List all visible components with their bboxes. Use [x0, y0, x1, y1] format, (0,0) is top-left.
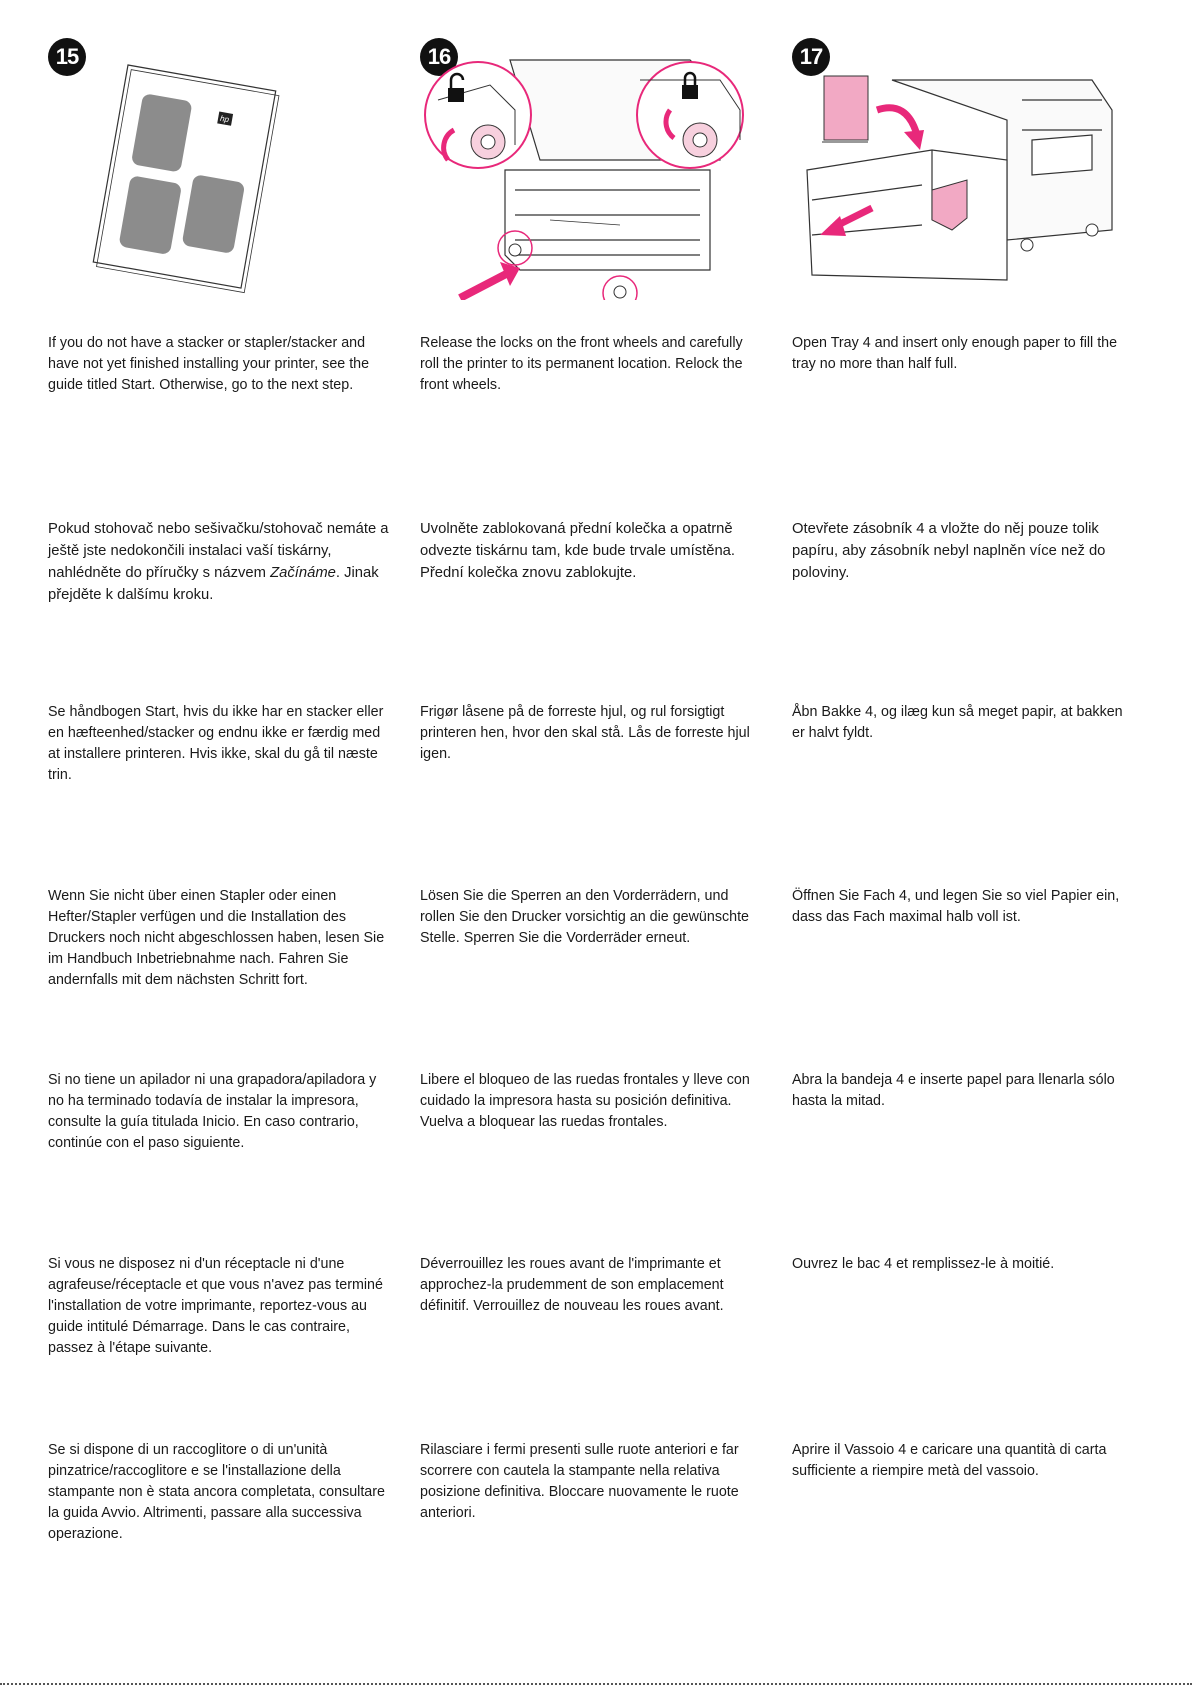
step-number-badge: 16: [420, 38, 458, 76]
step-16-text-en: Release the locks on the front wheels and carefully roll the printer to its permanent location. Relock the front wheels.: [420, 335, 743, 393]
step-15-text-de: Wenn Sie nicht über einen Stapler oder einen Hefter/Stapler verfügen und die Installation des Druckers noch nicht abgeschlossen haben, lesen Sie im Handbuch Inbetriebnahme nach. Fahren Sie andernfalls mit dem nächsten Schritt fort.: [48, 888, 385, 988]
printer-wheels-illustration: [420, 40, 765, 300]
step-15-text-es: Si no tiene un apilador ni una grapadora/apiladora y no ha terminado todavía de instalar la impresora, consulte la guía titulada Inicio. En caso contrario, continúe con el paso siguiente.: [48, 1072, 377, 1151]
start-guide-illustration: [48, 40, 393, 300]
step-number-badge: 15: [48, 38, 86, 76]
step-17-text-fr: Ouvrez le bac 4 et remplissez-le à moitié.: [792, 1256, 1055, 1272]
tray-4-illustration: [792, 40, 1137, 300]
step-16-text-cs: Uvolněte zablokovaná přední kolečka a opatrně odvezte tiskárnu tam, kde bude trvale umístěna. Přední kolečka znovu zablokujte.: [420, 521, 736, 581]
step-16-text-it: Rilasciare i fermi presenti sulle ruote anteriori e far scorrere con cautela la stampante nella relativa posizione definitiva. Bloccare nuovamente le ruote anteriori.: [420, 1442, 739, 1521]
hp-logo-icon: [217, 112, 233, 126]
step-16-text-es: Libere el bloqueo de las ruedas frontales y lleve con cuidado la impresora hasta su posición definitiva. Vuelva a bloquear las ruedas frontales.: [420, 1072, 750, 1130]
step-17-text-it: Aprire il Vassoio 4 e caricare una quantità di carta sufficiente a riempire metà del vassoio.: [792, 1442, 1107, 1479]
step-number-badge: 17: [792, 38, 830, 76]
step-15-text-it: Se si dispone di un raccoglitore o di un'unità pinzatrice/raccoglitore e se l'installazione della stampante non è stata ancora completata, consultare la guida Avvio. Altrimenti, passare alla successiva operazione.: [48, 1442, 385, 1542]
step-15-column: [48, 0, 393, 1685]
step-17-column: [792, 0, 1137, 1685]
svg-text:hp: hp: [219, 113, 230, 125]
guide-title-emphasis: Začínáme: [270, 565, 336, 581]
unlock-icon: [425, 62, 531, 168]
step-16-column: [420, 0, 765, 1685]
step-15-text-cs: Pokud stohovač nebo sešivačku/stohovač nemáte a ještě jste nedokončili instalaci vaší tiskárny, nahlédněte do příručky s názvem Začínáme. Jinak přejděte k dalšímu kroku.: [48, 521, 389, 603]
step-17-text-es: Abra la bandeja 4 e inserte papel para llenarla sólo hasta la mitad.: [792, 1072, 1115, 1109]
step-15-text-fr: Si vous ne disposez ni d'un réceptacle ni d'une agrafeuse/réceptacle et que vous n'avez pas terminé l'installation de votre imprimante, reportez-vous au guide intitulé Démarrage. Dans le cas contraire, passez à l'étape suivante.: [48, 1256, 383, 1356]
step-17-text-en: Open Tray 4 and insert only enough paper to fill the tray no more than half full.: [792, 335, 1118, 372]
lock-icon: [637, 62, 743, 168]
step-15-text-da: Se håndbogen Start, hvis du ikke har en stacker eller en hæfteenhed/stacker og endnu ikke er færdig med at installere printeren. Hvis ikke, skal du gå til næste trin.: [48, 704, 384, 783]
step-17-text-da: Åbn Bakke 4, og ilæg kun så meget papir, at bakken er halvt fyldt.: [792, 704, 1123, 741]
step-17-text-cs: Otevřete zásobník 4 a vložte do něj pouze tolik papíru, aby zásobník nebyl naplněn více než do poloviny.: [792, 521, 1106, 581]
step-15-text-en: If you do not have a stacker or stapler/stacker and have not yet finished installing your printer, see the guide titled Start. Otherwise, go to the next step.: [48, 335, 370, 393]
step-16-text-de: Lösen Sie die Sperren an den Vorderrädern, und rollen Sie den Drucker vorsichtig an die gewünschte Stelle. Sperren Sie die Vorderräder erneut.: [420, 888, 750, 946]
step-16-text-da: Frigør låsene på de forreste hjul, og rul forsigtigt printeren hen, hvor den skal stå. Lås de forreste hjul igen.: [420, 704, 750, 762]
step-16-text-fr: Déverrouillez les roues avant de l'imprimante et approchez-la prudemment de son emplacement définitif. Verrouillez de nouveau les roues avant.: [420, 1256, 724, 1314]
step-17-text-de: Öffnen Sie Fach 4, und legen Sie so viel Papier ein, dass das Fach maximal halb voll ist.: [792, 888, 1120, 925]
